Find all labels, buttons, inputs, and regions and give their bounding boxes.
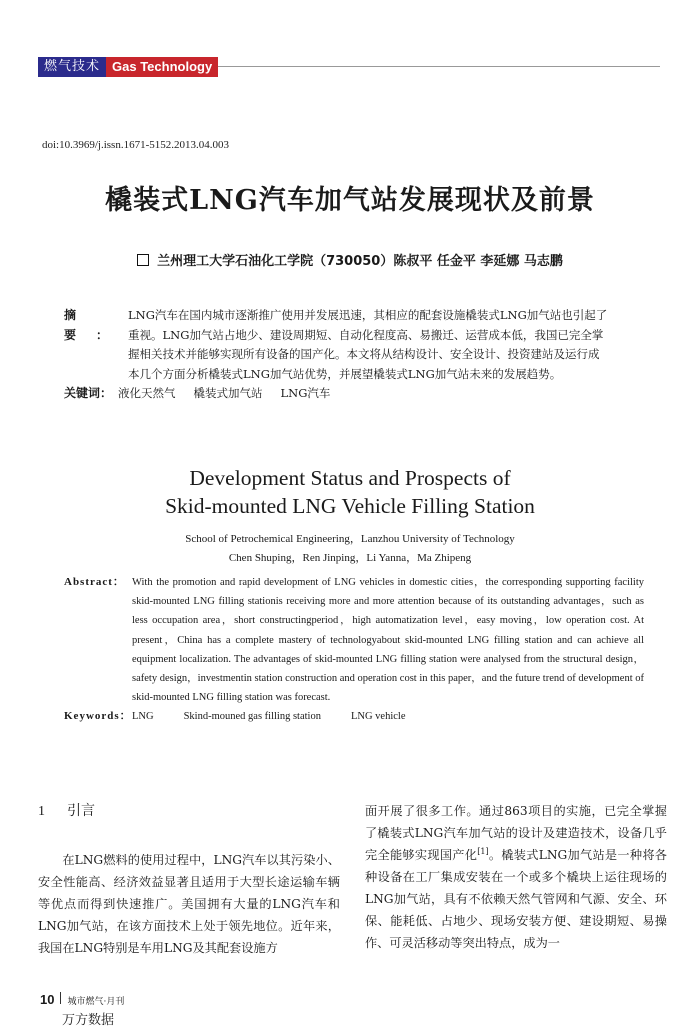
abstract-en-body: With the promotion and rapid development of LNG vehicles in domestic cities，the corresponding supporting facility skid-mounted LNG filling stationis receiving more and more attention because of its outstanding advantages，such as less occupation area，short constructingperiod，high automatization level，easy moving，low operation cost. At present，China has a complete mastery of technologyabout skid-mounted LNG filling station and can achieve all equipment localization. The advantages of skid-mounted LNG filling station were analysed from the structural design，safety design，investmentin station construction and operation cost in this paper，and the future trend of development of skid-mounted LNG filling station was forecast. [132, 577, 644, 704]
affiliation-en [0, 530, 700, 568]
body-paragraph [365, 800, 667, 954]
section-header-band [38, 57, 218, 77]
keyword-cn: LNG汽车 [280, 386, 331, 400]
watermark: 万方数据 [62, 1013, 115, 1028]
authors-cn [0, 250, 700, 269]
page-footer [40, 992, 124, 1007]
authors-cn-text: 兰州理工大学石油化工学院（730050）陈叔平 任金平 李延娜 马志鹏 [157, 254, 563, 269]
title-cn: 橇装式LNG汽车加气站发展现状及前景 [105, 185, 595, 216]
body-text: 。橇装式LNG加气站是一种将各种设备在工厂集成安装在一个或多个橇块上运往现场的LNG加气站，具有不依赖天然气管网和气源、安全、环保、能耗低、占地少、现场安装方便、建设期短、易操作、可灵活移动等突出特点，成为一 [365, 848, 667, 950]
abstract-cn-body [128, 306, 607, 384]
reference-marker: [1] [477, 846, 489, 856]
abstract-en [64, 573, 644, 727]
keyword-cn: 液化天然气 [118, 386, 176, 400]
keywords-en [132, 707, 406, 726]
abstract-cn [64, 306, 646, 404]
body-paragraph: 在LNG燃料的使用过程中，LNG汽车以其污染小、安全性能高、经济效益显著且适用于大型长途运输车辆等优点而得到快速推广。美国拥有大量的LNG汽车和LNG加气站，在该方面技术上处于领先地位。近年来，我国在LNG特别是车用LNG及其配套设施方 [38, 853, 340, 955]
abstract-cn-line: LNG汽车在国内城市逐渐推广使用并发展迅速，其相应的配套设施橇装式LNG加气站也引起了 [128, 308, 608, 322]
keyword-en: Skind-mouned gas filling station [183, 711, 321, 723]
section-label-cn: 燃气技术 [38, 57, 106, 77]
body-column-right [365, 800, 667, 954]
abstract-cn-label: 摘要： [64, 308, 129, 342]
section-number: 1 [38, 804, 45, 819]
abstract-cn-line: 重视。LNG加气站占地少、建设周期短、自动化程度高、易搬迁、运营成本低，我国已完全掌 [128, 327, 604, 342]
keywords-cn-label: 关键词： [64, 386, 113, 400]
affiliation-en-school: School of Petrochemical Engineering，Lanzhou University of Technology [185, 533, 515, 545]
body-column-left [38, 800, 340, 959]
abstract-en-label: Abstract： [64, 576, 125, 588]
keyword-en: LNG vehicle [350, 711, 406, 723]
doi: doi:10.3969/j.issn.1671-5152.2013.04.003 [42, 139, 230, 151]
section-title: 引言 [67, 803, 95, 819]
journal-name: 城市燃气·月刊 [67, 997, 125, 1007]
section-heading [38, 800, 340, 823]
keywords-cn [118, 384, 330, 404]
keyword-en: LNG [132, 711, 154, 723]
title-en-line1: Development Status and Prospects of [189, 466, 511, 490]
footer-divider [60, 992, 61, 1004]
title-en-line2: Skid-mounted LNG Vehicle Filling Station [165, 494, 535, 518]
abstract-cn-line: 握相关技术并能够实现所有设备的国产化。本文将从结构设计、安全设计、投资建站及运行成 [128, 347, 600, 361]
authors-en: Chen Shuping，Ren Jinping，Li Yanna，Ma Zhipeng [228, 552, 472, 564]
square-bullet-icon [137, 254, 149, 266]
title-en [0, 464, 700, 520]
abstract-cn-line: 本几个方面分析橇装式LNG加气站优势，并展望橇装式LNG加气站未来的发展趋势。 [128, 366, 562, 381]
page-number: 10 [40, 992, 55, 1007]
section-label-en: Gas Technology [106, 57, 218, 77]
keyword-cn: 橇装式加气站 [193, 386, 263, 400]
keywords-en-label: Keywords： [64, 710, 132, 723]
body-text: 面开展了很多工作。通过863项目的实施，已完全掌握了橇装式LNG汽车加气站的设计及建造技术，设备几乎完全能够实现国产化 [365, 804, 667, 862]
